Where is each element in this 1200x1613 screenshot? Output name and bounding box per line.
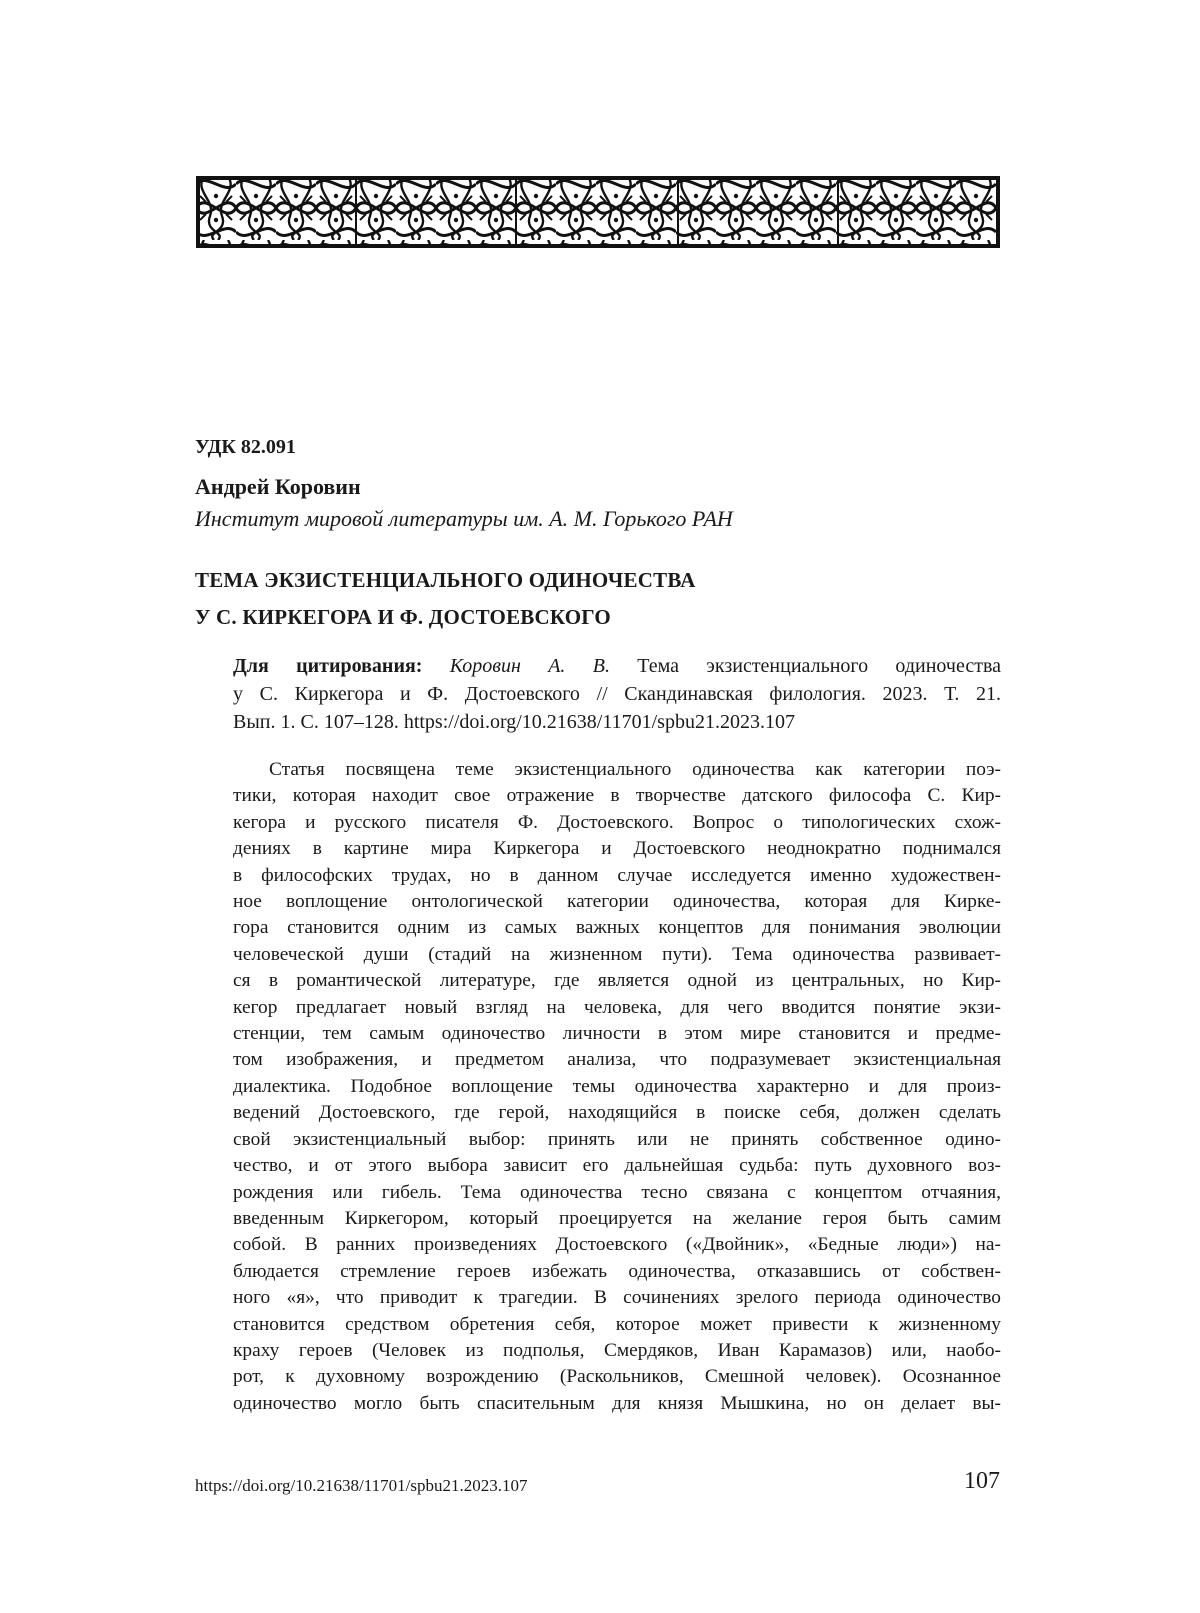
abstract-line: ного «я», что приводит к трагедии. В сочинениях зрелого периода одиночество (233, 1287, 1001, 1309)
abstract-line: одиночество могло быть спасительным для князя Мышкина, но он делает вы- (233, 1392, 1001, 1414)
udk-code: УДК 82.091 (195, 436, 296, 458)
abstract-line: тики, которая находит свое отражение в творчестве датского философа С. Кир- (233, 785, 1001, 807)
abstract-line: человеческой души (стадий на жизненном пути). Тема одиночества развивает- (233, 943, 1001, 965)
abstract-line: в философских трудах, но в данном случае исследуется именно художествен- (233, 864, 1001, 886)
abstract-line: диалектика. Подобное воплощение темы одиночества характерно и для произ- (233, 1075, 1001, 1097)
citation-block (233, 652, 1001, 736)
abstract-line: дениях в картине мира Киркегора и Достоевского неоднократно поднимался (233, 838, 1001, 860)
abstract-line: Статья посвящена теме экзистенциального одиночества как категории поэ- (269, 759, 1001, 780)
abstract-line: стенции, тем самым одиночество личности в этом мире становится и предме- (233, 1023, 1001, 1045)
citation-label: Для цитирования: (233, 655, 423, 677)
abstract-line: чество, и от этого выбора зависит его дальнейшая судьба: путь духовного воз- (233, 1155, 1001, 1177)
abstract-line: ведений Достоевского, где герой, находящийся в поиске себя, должен сделать (233, 1102, 1001, 1124)
abstract-line: становится средством обретения себя, которое может привести к жизненному (233, 1313, 1001, 1335)
abstract-line: том изображения, и предметом анализа, что подразумевает экзистенциальная (233, 1049, 1001, 1071)
abstract-line: краху героев (Человек из подполья, Смердяков, Иван Карамазов) или, наобо- (233, 1339, 1001, 1361)
abstract (233, 757, 1001, 1417)
article-title-line: У С. КИРКЕГОРА И Ф. ДОСТОЕВСКОГО (195, 605, 611, 629)
abstract-line: рот, к духовному возрождению (Раскольников, Смешной человек). Осознанное (233, 1366, 1001, 1388)
author-name: Андрей Коровин (195, 474, 361, 499)
abstract-line: ся в романтической литературе, где является одной из центральных, но Кир- (233, 970, 1001, 992)
abstract-line: гора становится одним из самых важных концептов для понимания эволюции (233, 917, 1001, 939)
citation-author: Коровин А. В. (449, 655, 610, 677)
citation-line (233, 652, 1001, 680)
abstract-line: рождения или гибель. Тема одиночества тесно связана с концептом отчаяния, (233, 1181, 1001, 1203)
ornamental-border (196, 176, 1000, 248)
page-number: 107 (964, 1468, 1000, 1494)
footer-doi: https://doi.org/10.21638/11701/spbu21.2023.107 (195, 1476, 528, 1495)
article-title-line: ТЕМА ЭКЗИСТЕНЦИАЛЬНОГО ОДИНОЧЕСТВА (195, 568, 696, 592)
abstract-line: блюдается стремление героев избежать одиночества, отказавшись от собствен- (233, 1260, 1001, 1282)
abstract-line: кегор предлагает новый взгляд на человека, для чего вводится понятие экзи- (233, 996, 1001, 1018)
abstract-line: кегора и русского писателя Ф. Достоевского. Вопрос о типологических схож- (233, 811, 1001, 833)
abstract-line: собой. В ранних произведениях Достоевского («Двойник», «Бедные люди») на- (233, 1234, 1001, 1256)
abstract-line: введенным Киркегором, который проецируется на желание героя быть самим (233, 1207, 1001, 1229)
abstract-line: ное воплощение онтологической категории одиночества, которая для Кирке- (233, 891, 1001, 913)
abstract-line: свой экзистенциальный выбор: принять или не принять собственное одино- (233, 1128, 1001, 1150)
author-affiliation: Институт мировой литературы им. А. М. Горького РАН (195, 506, 733, 531)
article-title (195, 562, 955, 636)
citation-line: у С. Киркегора и Ф. Достоевского // Скандинавская филология. 2023. Т. 21. (233, 683, 1001, 705)
citation-line: Вып. 1. С. 107–128. https://doi.org/10.21638/11701/spbu21.2023.107 (233, 711, 795, 733)
citation-text: Тема экзистенциального одиночества (637, 655, 1002, 677)
